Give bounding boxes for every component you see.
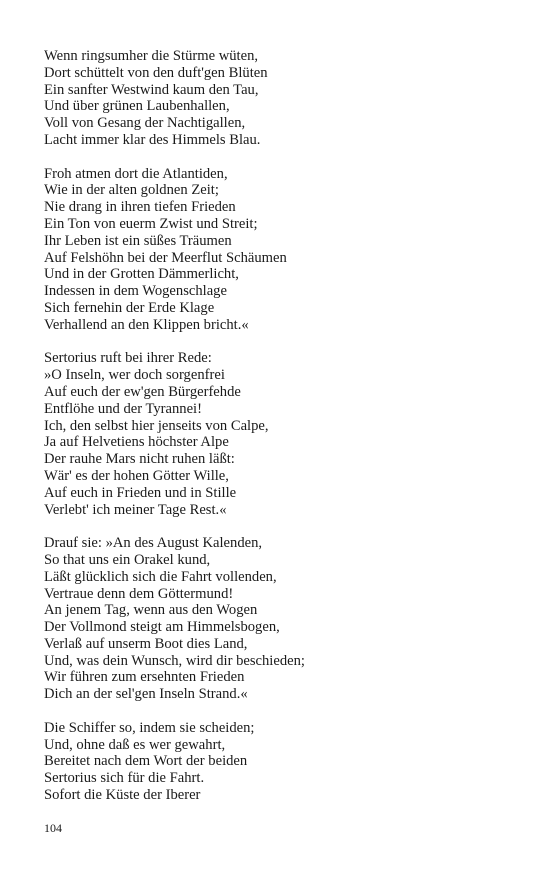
verse-line: Und, was dein Wunsch, wird dir beschieden; [44, 652, 305, 669]
verse-line: Voll von Gesang der Nachtigallen, [44, 115, 246, 132]
verse-line: Ja auf Helvetiens höchster Alpe [44, 434, 229, 451]
verse-line: Indessen in dem Wogenschlage [44, 283, 227, 300]
verse-line: Sertorius sich für die Fahrt. [44, 770, 205, 787]
verse-line: Bereitet nach dem Wort der beiden [44, 753, 248, 770]
stanza-2 [44, 166, 514, 334]
verse-line: Drauf sie: »An des August Kalenden, [44, 535, 263, 552]
verse-line: Der rauhe Mars nicht ruhen läßt: [44, 451, 235, 468]
verse-line: Wär' es der hohen Götter Wille, [44, 467, 229, 484]
verse-line: Der Vollmond steigt am Himmelsbogen, [44, 619, 280, 636]
verse-line: Und über grünen Laubenhallen, [44, 98, 230, 115]
verse-line: Ein Ton von euerm Zwist und Streit; [44, 215, 258, 232]
verse-line: Dich an der sel'gen Inseln Strand.« [44, 686, 248, 703]
verse-line: An jenem Tag, wenn aus den Wogen [44, 602, 258, 619]
verse-line: Dort schüttelt von den duft'gen Blüten [44, 64, 268, 81]
verse-line: Und, ohne daß es wer gewahrt, [44, 736, 226, 753]
verse-line: So that uns ein Orakel kund, [44, 551, 211, 568]
verse-line: Wir führen zum ersehnten Frieden [44, 669, 245, 686]
verse-line: Ihr Leben ist ein süßes Träumen [44, 232, 232, 249]
verse-line: Verlebt' ich meiner Tage Rest.« [44, 501, 227, 518]
verse-line: Sertorius ruft bei ihrer Rede: [44, 350, 212, 367]
stanza-3 [44, 350, 514, 518]
verse-line: Entflöhe und der Tyrannei! [44, 400, 202, 417]
verse-line: Ich, den selbst hier jenseits von Calpe, [44, 417, 269, 434]
verse-line: Froh atmen dort die Atlantiden, [44, 165, 228, 182]
stanza-5 [44, 720, 514, 804]
verse-line: Nie drang in ihren tiefen Frieden [44, 199, 236, 216]
verse-line: Verlaß auf unserm Boot dies Land, [44, 635, 248, 652]
stanza-4 [44, 535, 514, 703]
verse-line: Wenn ringsumher die Stürme wüten, [44, 48, 259, 64]
verse-line: Sofort die Küste der Iberer [44, 787, 201, 804]
verse-line: Wie in der alten goldnen Zeit; [44, 182, 219, 199]
verse-line: Läßt glücklich sich die Fahrt vollenden, [44, 568, 277, 585]
poem-body [44, 48, 514, 821]
verse-line: Und in der Grotten Dämmerlicht, [44, 266, 239, 283]
verse-line: Die Schiffer so, indem sie scheiden; [44, 719, 255, 736]
page-number: 104 [44, 821, 62, 835]
verse-line: Auf euch in Frieden und in Stille [44, 484, 237, 501]
verse-line: Auf Felshöhn bei der Meerflut Schäumen [44, 249, 287, 266]
verse-line: Vertraue denn dem Göttermund! [44, 585, 234, 602]
verse-line: Lacht immer klar des Himmels Blau. [44, 131, 261, 148]
verse-line: Auf euch der ew'gen Bürgerfehde [44, 383, 241, 400]
verse-line: Ein sanfter Westwind kaum den Tau, [44, 81, 259, 98]
stanza-1 [44, 48, 514, 149]
verse-line: »O Inseln, wer doch sorgenfrei [44, 367, 225, 384]
verse-line: Sich fernehin der Erde Klage [44, 299, 215, 316]
verse-line: Verhallend an den Klippen bricht.« [44, 316, 249, 333]
